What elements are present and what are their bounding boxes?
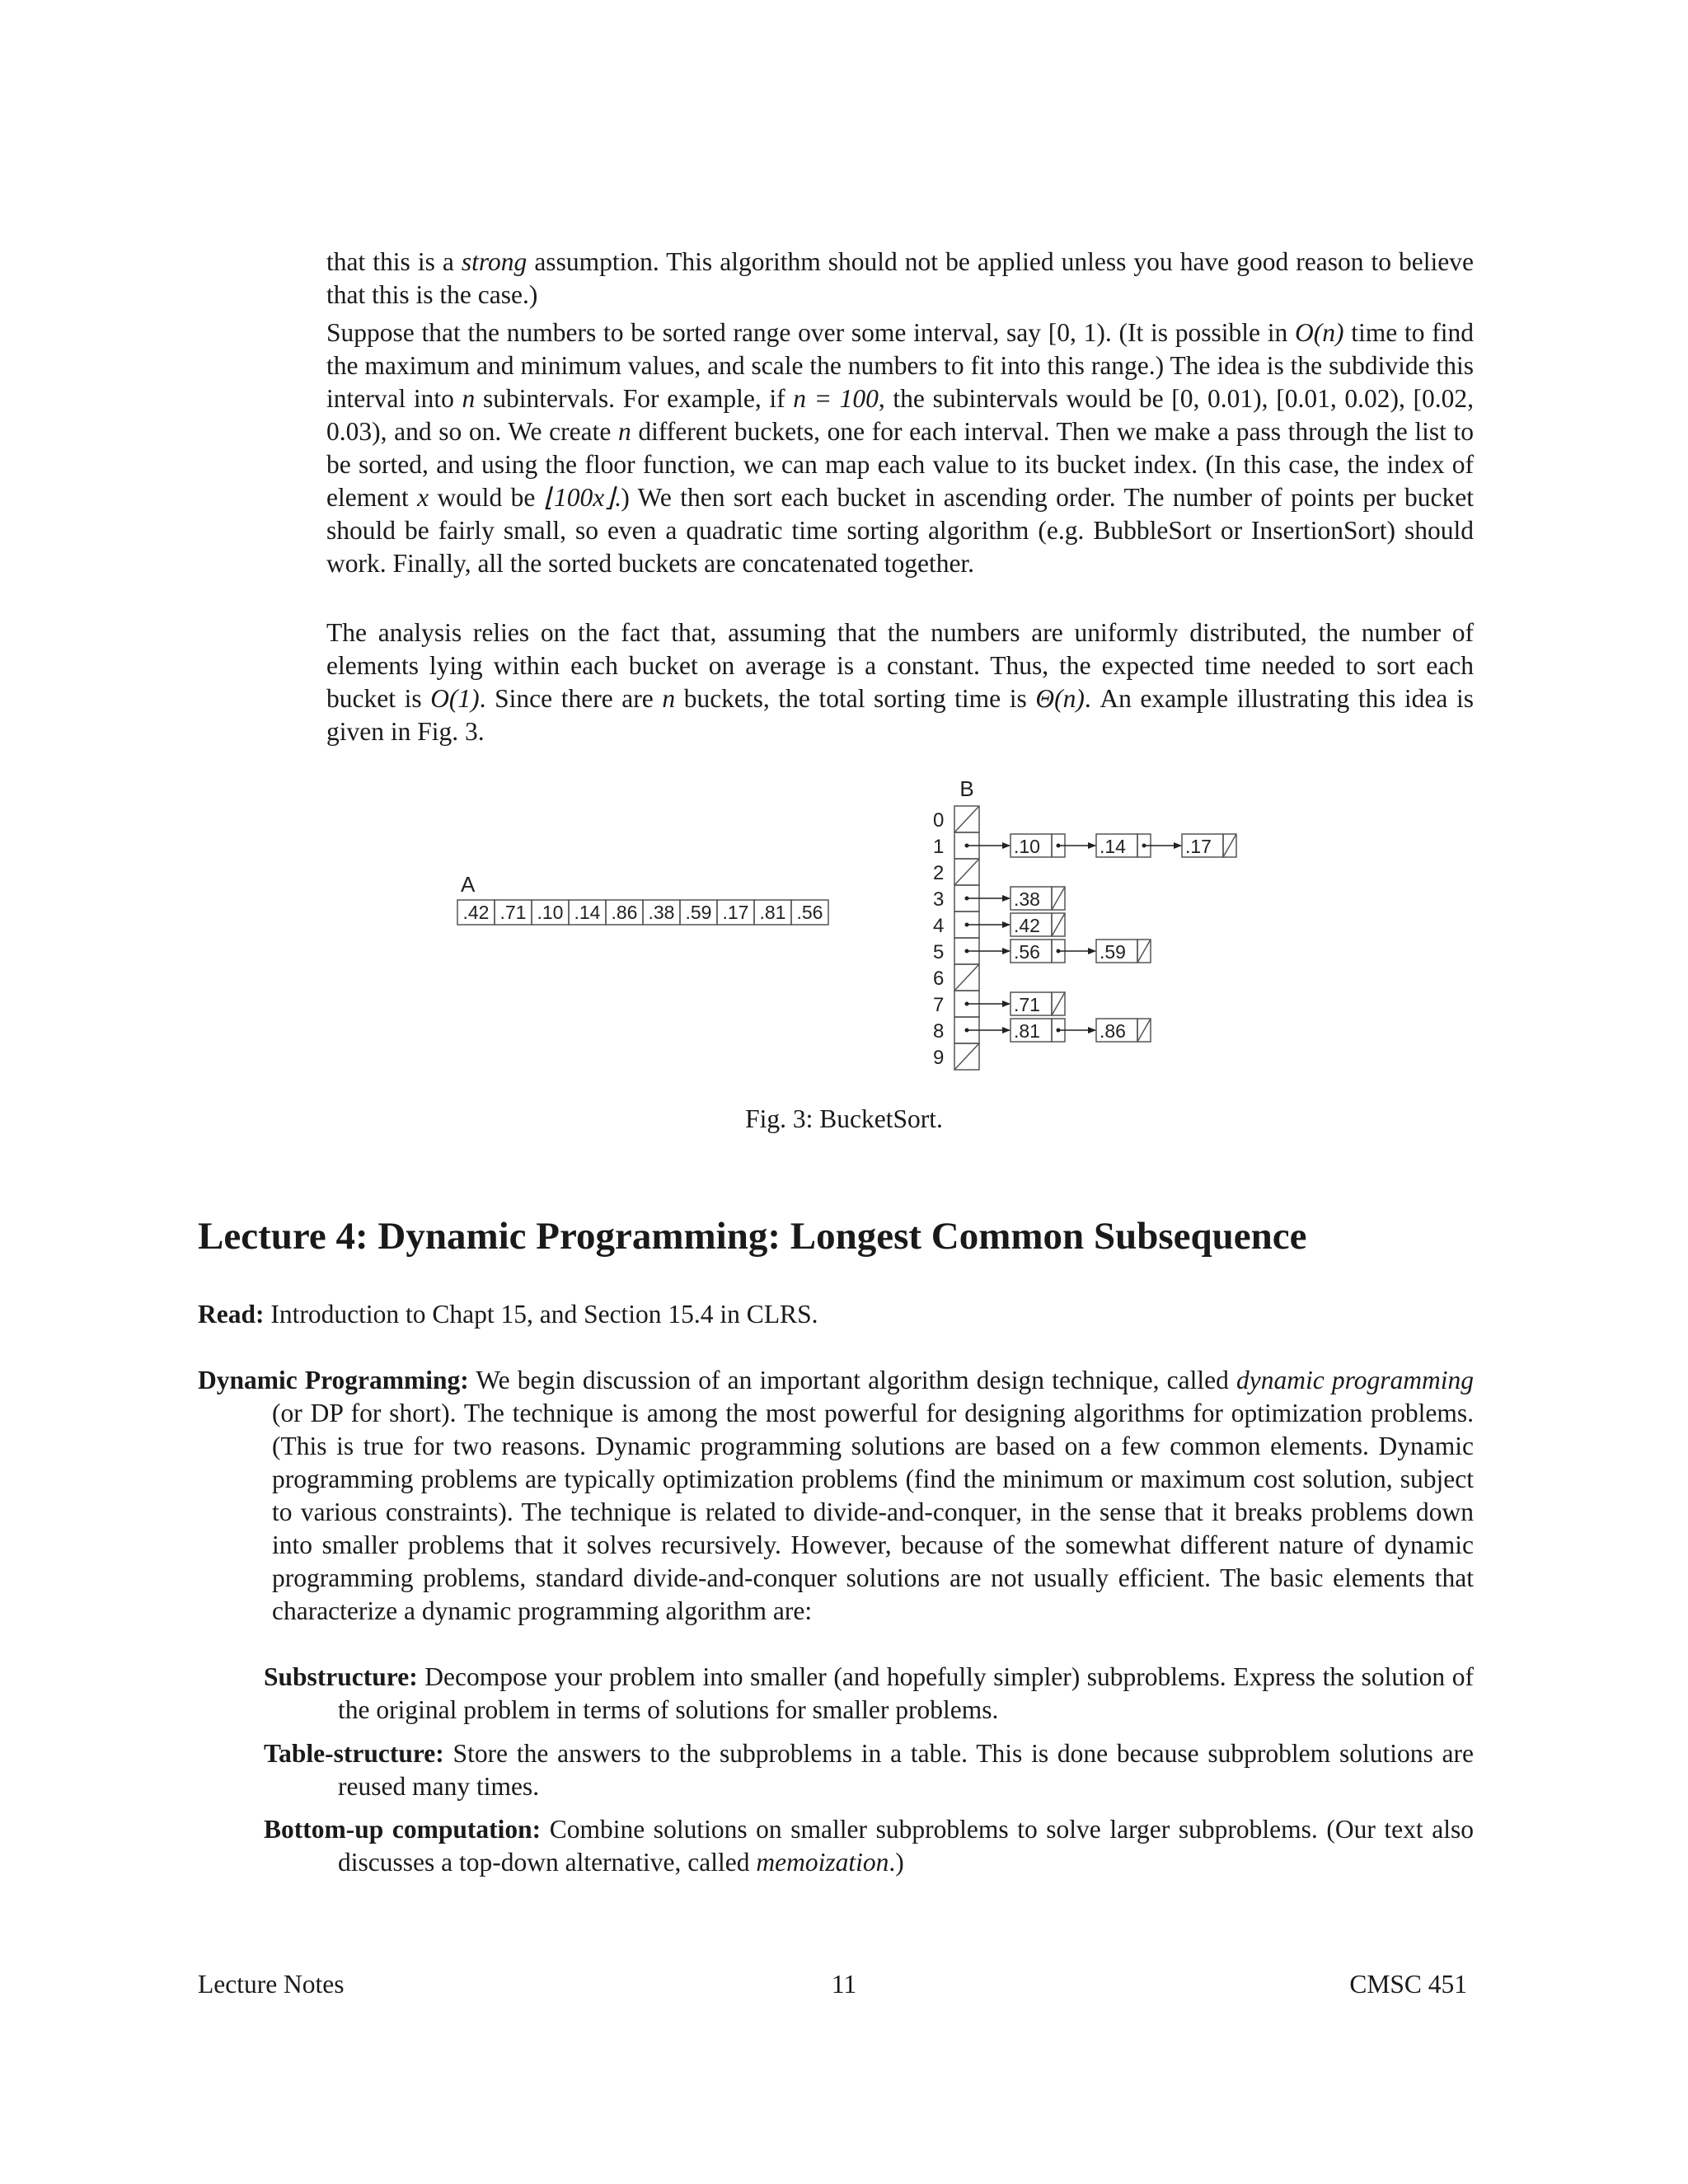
footer-left: Lecture Notes: [198, 1970, 345, 1999]
table-structure-label: Table-structure:: [264, 1739, 444, 1768]
text-run: . An example illustrating this idea is given in Fig. 3.: [326, 684, 1475, 746]
lecture-heading: Lecture 4: Dynamic Programming: Longest Common Subsequence: [198, 1215, 1307, 1258]
footer-right: CMSC 451: [1349, 1970, 1467, 1999]
text-run: , and so on. We create: [380, 417, 618, 446]
text-run: subintervals. For example, if: [475, 384, 794, 413]
list-node-value: .86: [1100, 1020, 1126, 1042]
array-value: .56: [796, 902, 823, 923]
text-run: , the subintervals would be: [878, 384, 1172, 413]
list-node-value: .10: [1014, 836, 1040, 857]
text-run: Combine solutions on smaller subproblems to solve larger subproblems. (Our text also discusses a top-down alternative, called: [338, 1815, 1474, 1877]
bucket-index: 5: [933, 941, 945, 963]
math-big-o-1: O(1): [430, 684, 480, 713]
text-run: time to find the maximum and minimum values, and scale the numbers to fit into this range.) The idea is the subdivide this interval into: [326, 318, 1474, 413]
text-run: buckets, the total sorting time is: [675, 684, 1036, 713]
array-value: .81: [759, 902, 786, 923]
bucket-index: 8: [933, 1020, 945, 1043]
list-node-value: .42: [1014, 915, 1040, 936]
array-value: .10: [537, 902, 564, 923]
text-run: . (It is possible in: [1104, 318, 1296, 347]
bucket-index: 4: [933, 915, 945, 937]
math-n-equals-100: n = 100: [793, 384, 879, 413]
dp-label: Dynamic Programming:: [198, 1366, 469, 1394]
bucketsort-figure: [0, 766, 1688, 1096]
emphasis-memoization: memoization: [756, 1848, 889, 1877]
math-n: n: [662, 684, 676, 713]
read-label: Read:: [198, 1300, 265, 1329]
list-node-value: .71: [1014, 994, 1040, 1015]
element-substructure: [264, 1661, 1474, 1727]
bucket-index: 3: [933, 888, 945, 911]
paragraph-assumption: [326, 246, 1474, 312]
array-label: A: [461, 872, 476, 897]
math-theta-n: Θ(n): [1035, 684, 1085, 713]
array-value: .14: [574, 902, 601, 923]
reading-assignment: [198, 1298, 1484, 1331]
list-node-value: .17: [1185, 836, 1212, 857]
list-node-value: .38: [1014, 888, 1040, 910]
math-interval: [0, 1): [1048, 318, 1105, 347]
null-pointer-slash: [954, 964, 979, 991]
text-run: (or DP for short). The technique is among the most powerful for designing algorithms for optimization problems. (This is true for two reasons. Dynamic programming solutions are based on a few common elements. Dynamic programming problems are typically optimization problems (find the minimum or maximum cost solution, subject to various constraints). The technique is related to divide-and-conquer, in the sense that it breaks problems down into smaller problems that it solves recursively. However, because of the somewhat different nature of dynamic programming problems, standard divide-and-conquer solutions are not usually efficient. The basic elements that characterize a dynamic programming algorithm are:: [272, 1399, 1474, 1625]
bucket-index: 7: [933, 994, 945, 1016]
bucket-index: 1: [933, 836, 945, 858]
math-subintervals: [0, 0.01), [0.01, 0.02), [0.02, 0.03): [326, 384, 1475, 446]
null-pointer-slash: [1137, 940, 1151, 963]
math-n: n: [617, 417, 631, 446]
emphasis-dynamic-programming: dynamic programming: [1236, 1366, 1474, 1394]
text-run: different buckets, one for each interval. Then we make a pass through the list to be sorted, and using the floor function, we can map each value to its bucket index. (In this case, the index of element: [326, 417, 1474, 512]
null-pointer-slash: [1052, 992, 1065, 1015]
text-run: We begin discussion of an important algorithm design technique, called: [468, 1366, 1237, 1394]
element-bottom-up: [264, 1813, 1474, 1879]
text-run: Suppose that the numbers to be sorted range over some interval, say: [326, 318, 1048, 347]
bucket-array-label: B: [959, 776, 974, 801]
math-floor: ⌊100x⌋: [543, 483, 615, 512]
substructure-text: Decompose your problem into smaller (and hopefully simpler) subproblems. Express the solution of the original problem in terms of solutions for smaller problems.: [338, 1662, 1474, 1724]
text-run: . Since there are: [479, 684, 663, 713]
table-structure-text: Store the answers to the subproblems in a table. This is done because subproblem solutions are reused many times.: [338, 1739, 1474, 1801]
list-node-value: .81: [1014, 1020, 1040, 1042]
text-run: The analysis relies on the fact that, assuming that the numbers are uniformly distributed, the number of elements lying within each bucket on average is a constant. Thus, the expected time needed to sort each bucket is: [326, 618, 1474, 713]
emphasis-strong: strong: [461, 247, 528, 276]
substructure-label: Substructure:: [264, 1662, 418, 1691]
bucket-index: 2: [933, 862, 945, 884]
null-pointer-slash: [954, 806, 979, 832]
array-value: .59: [685, 902, 712, 923]
math-big-o-n: O(n): [1295, 318, 1344, 347]
page-number: 11: [831, 1970, 857, 1999]
math-n: n: [462, 384, 476, 413]
null-pointer-slash: [1052, 887, 1065, 910]
text-run: would be: [429, 483, 544, 512]
text-run: .): [889, 1848, 904, 1877]
text-run: .) We then sort each bucket in ascending order. The number of points per bucket should be fairly small, so even a quadratic time sorting algorithm (e.g. BubbleSort or InsertionSort) should work. Finally, all the sorted buckets are concatenated together.: [326, 483, 1474, 578]
list-node-value: .56: [1014, 941, 1040, 963]
text-run: that this is a: [326, 247, 462, 276]
paragraph-dynamic-programming: [198, 1364, 1474, 1628]
null-pointer-slash: [954, 1043, 979, 1070]
array-value: .86: [611, 902, 638, 923]
read-text: Introduction to Chapt 15, and Section 15.4 in CLRS.: [264, 1300, 818, 1329]
bottom-up-label: Bottom-up computation:: [264, 1815, 542, 1844]
array-value: .71: [499, 902, 527, 923]
bucket-index: 6: [933, 968, 945, 990]
figure-caption: Fig. 3: BucketSort.: [745, 1104, 943, 1133]
math-x: x: [417, 483, 429, 512]
bucket-index: 0: [933, 809, 945, 832]
array-value: .38: [648, 902, 675, 923]
null-pointer-slash: [954, 859, 979, 885]
element-table-structure: [264, 1737, 1474, 1803]
null-pointer-slash: [1137, 1019, 1151, 1042]
list-node-value: .14: [1100, 836, 1126, 857]
bucket-index: 9: [933, 1047, 945, 1069]
array-value: .42: [462, 902, 490, 923]
text-run: assumption. This algorithm should not be applied unless you have good reason to believe that this is the case.): [326, 247, 1474, 309]
paragraph-analysis: [326, 616, 1474, 748]
null-pointer-slash: [1052, 913, 1065, 936]
list-node-value: .59: [1100, 941, 1126, 963]
array-value: .17: [722, 902, 749, 923]
null-pointer-slash: [1223, 834, 1236, 857]
paragraph-bucket-setup: [326, 316, 1474, 580]
